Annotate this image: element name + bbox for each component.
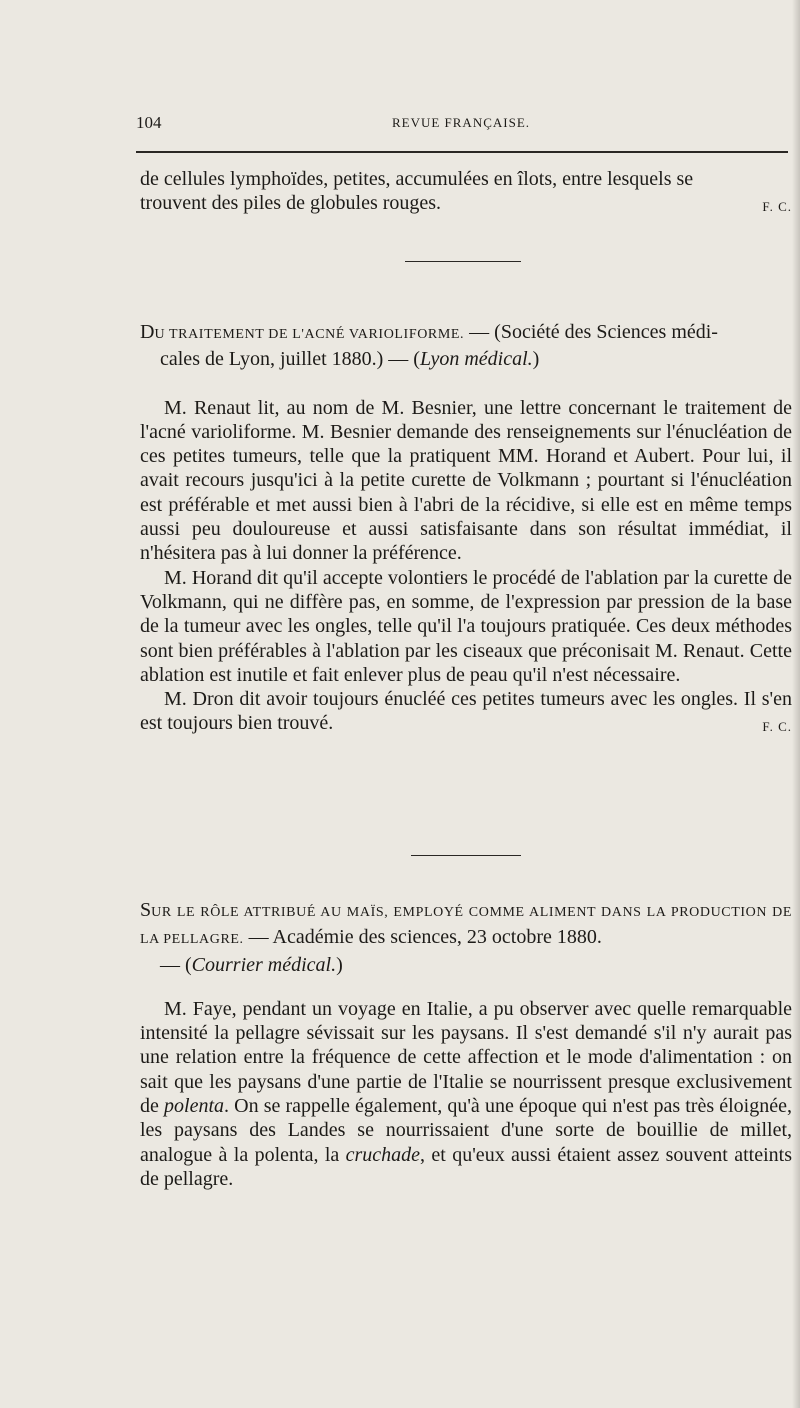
- header-rule: [136, 151, 788, 153]
- section-separator: [405, 261, 521, 262]
- page-number: 104: [136, 113, 162, 132]
- article-title: SUR LE RÔLE ATTRIBUÉ AU MAÏS, EMPLOYÉ COMME ALIMENT DANS LA PRODUCTION DE LA PELLAGRE. — Académie des sciences, 23 octobre 1880. — (Courrier médical.): [140, 899, 792, 976]
- article-paragraph: M. Dron dit avoir toujours énucléé ces petites tumeurs avec les ongles. Il s'en est toujours bien trouvé. F. C.: [140, 687, 792, 736]
- page-edge-shadow: [792, 0, 800, 1408]
- signature: F. C.: [762, 719, 792, 735]
- article-paragraph: M. Renaut lit, au nom de M. Besnier, une lettre concernant le traitement de l'acné varioliforme. M. Besnier demande des renseignements sur l'énucléation de ces petites tumeurs, telle que la pratiquent MM. Horand et Aubert. Pour lui, il avait recours jusqu'ici à la petite curette de Volkmann ; pourtant si l'énucléation est préférable et met aussi bien à l'abri de la récidive, si elle est en même temps aussi peu douloureuse et aussi satisfaisante dans son résultat immédiat, il n'hésitera pas à lui donner la préférence.: [140, 396, 792, 565]
- running-title: REVUE FRANÇAISE.: [391, 115, 531, 130]
- carryover-line-2: trouvent des piles de globules rouges.: [140, 192, 442, 215]
- article-pellagre: [140, 898, 792, 1191]
- article-paragraph: M. Horand dit qu'il accepte volontiers le procédé de l'ablation par la curette de Volkmann, qui ne diffère pas, en somme, de l'expression par pression de la base de la tumeur avec les ongles, telle qu'il l'a toujours pratiquée. Ces deux méthodes sont bien préférables à l'ablation par les ciseaux que préconisait M. Renaut. Cette ablation est inutile et fait enlever plus de peau qu'il n'est nécessaire.: [140, 566, 792, 686]
- carryover-line-1: de cellules lymphoïdes, petites, accumulées en îlots, entre lesquels se: [140, 168, 694, 190]
- section-separator: [411, 855, 521, 856]
- source-journal: Courrier médical.: [191, 953, 337, 976]
- page-header: [136, 113, 786, 137]
- article-acne: [140, 320, 792, 740]
- article-paragraph: M. Faye, pendant un voyage en Italie, a pu observer avec quelle remarquable intensité la pellagre sévissait sur les paysans. Il s'est demandé s'il n'y aurait pas une relation entre la fréquence de cette affection et le mode d'alimentation : on sait que les paysans d'une partie de l'Italie se nourrissent presque exclusivement de polenta. On se rappelle également, qu'à une époque qui n'est pas très éloignée, les paysans des Landes se nourrissaient d'une sorte de bouillie de millet, analogue à la polenta, la cruchade, et qu'eux aussi étaient assez souvent atteints de pellagre.: [140, 997, 792, 1190]
- source-journal: Lyon médical.: [419, 348, 533, 371]
- carryover-paragraph: [140, 167, 792, 220]
- article-title: DU TRAITEMENT DE L'ACNÉ VARIOLIFORME. — (Société des Sciences médi- cales de Lyon, juillet 1880.) — (Lyon médical.): [140, 321, 718, 371]
- signature: F. C.: [762, 199, 792, 215]
